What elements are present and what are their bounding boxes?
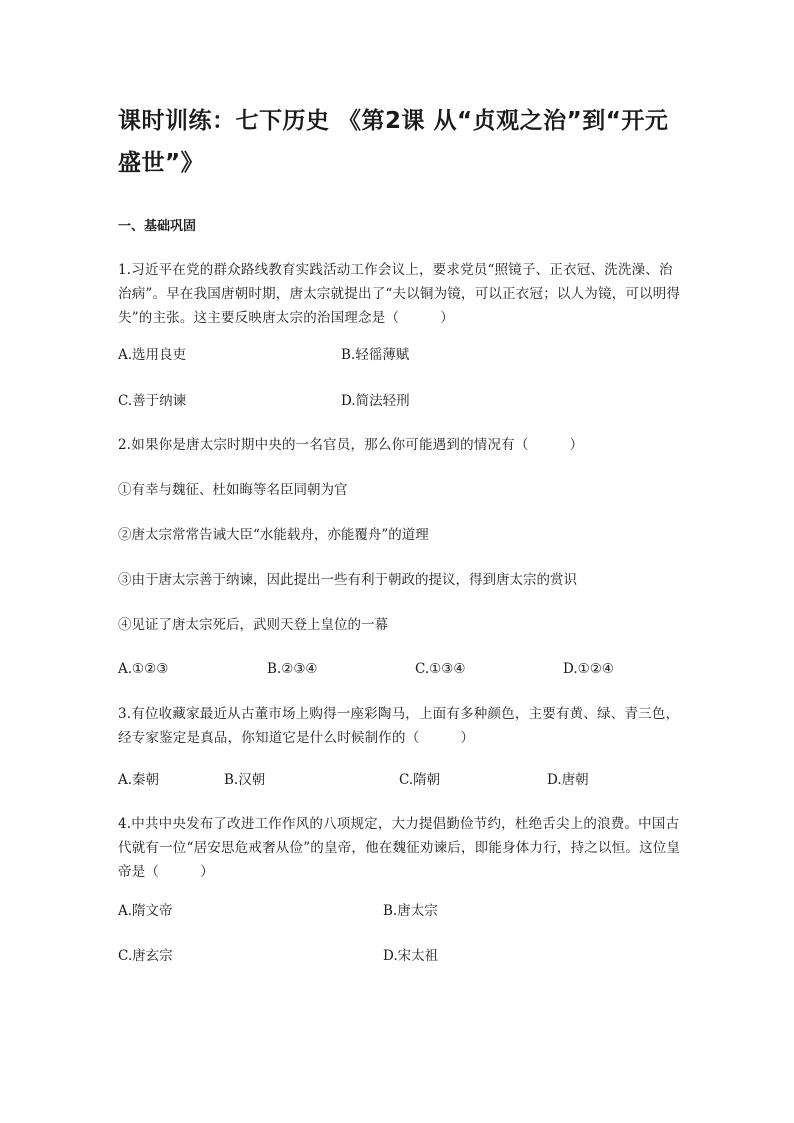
question-2-option-b: B.②③④: [267, 661, 318, 677]
question-2-item-2: ②唐太宗常常告诫大臣“水能载舟，亦能覆舟”的道理: [118, 527, 429, 543]
question-4-option-a: A.隋文帝: [118, 903, 173, 919]
question-4-option-b: B.唐太宗: [383, 903, 438, 919]
question-2-option-c: C.①③④: [415, 661, 466, 677]
question-1-option-c: C.善于纳谏: [118, 393, 187, 409]
question-2-option-d: D.①②④: [563, 661, 614, 677]
question-2-stem: 2.如果你是唐太宗时期中央的一名官员，那么你可能遇到的情况有（ ）: [118, 437, 584, 453]
question-1-option-b: B.轻徭薄赋: [341, 347, 410, 363]
question-2-item-1: ①有幸与魏征、杜如晦等名臣同朝为官: [118, 482, 348, 498]
question-2-item-4: ④见证了唐太宗死后，武则天登上皇位的一幕: [118, 617, 388, 633]
question-3-option-a: A.秦朝: [118, 772, 160, 788]
page-title: 课时训练：七下历史 《第2课 从“贞观之治”到“开元盛世”》: [118, 108, 669, 176]
question-2-item-3: ③由于唐太宗善于纳谏，因此提出一些有利于朝政的提议，得到唐太宗的赏识: [118, 572, 577, 588]
question-4-stem: 4.中共中央发布了改进工作作风的八项规定，大力提倡勤俭节约，杜绝舌尖上的浪费。中国古代就有一位“居安思危戒奢从俭”的皇帝，他在魏征劝谏后，即能身体力行，持之以恒。这位皇帝是（ ）: [118, 816, 681, 880]
question-1-option-d: D.简法轻刑: [341, 393, 410, 409]
section-heading: 一、基础巩固: [118, 219, 197, 234]
question-3-option-c: C.隋朝: [399, 772, 441, 788]
question-3-option-b: B.汉朝: [224, 772, 266, 788]
question-4-option-c: C.唐玄宗: [118, 948, 173, 964]
question-1-stem: 1.习近平在党的群众路线教育实践活动工作会议上，要求党员“照镜子、正衣冠、洗洗澡、治治病”。早在我国唐朝时期，唐太宗就提出了“夫以铜为镜，可以正衣冠；以人为镜，可以明得失”的主张。这主要反映唐太宗的治国理念是（ ）: [118, 262, 681, 326]
question-1-option-a: A.选用良吏: [118, 347, 187, 363]
question-3-option-d: D.唐朝: [547, 772, 589, 788]
question-4-option-d: D.宋太祖: [383, 948, 439, 964]
question-2-option-a: A.①②③: [118, 661, 169, 677]
question-3-stem: 3.有位收藏家最近从古董市场上购得一座彩陶马，上面有多种颜色，主要有黄、绿、青三色，经专家鉴定是真品，你知道它是什么时候制作的（ ）: [118, 706, 680, 746]
